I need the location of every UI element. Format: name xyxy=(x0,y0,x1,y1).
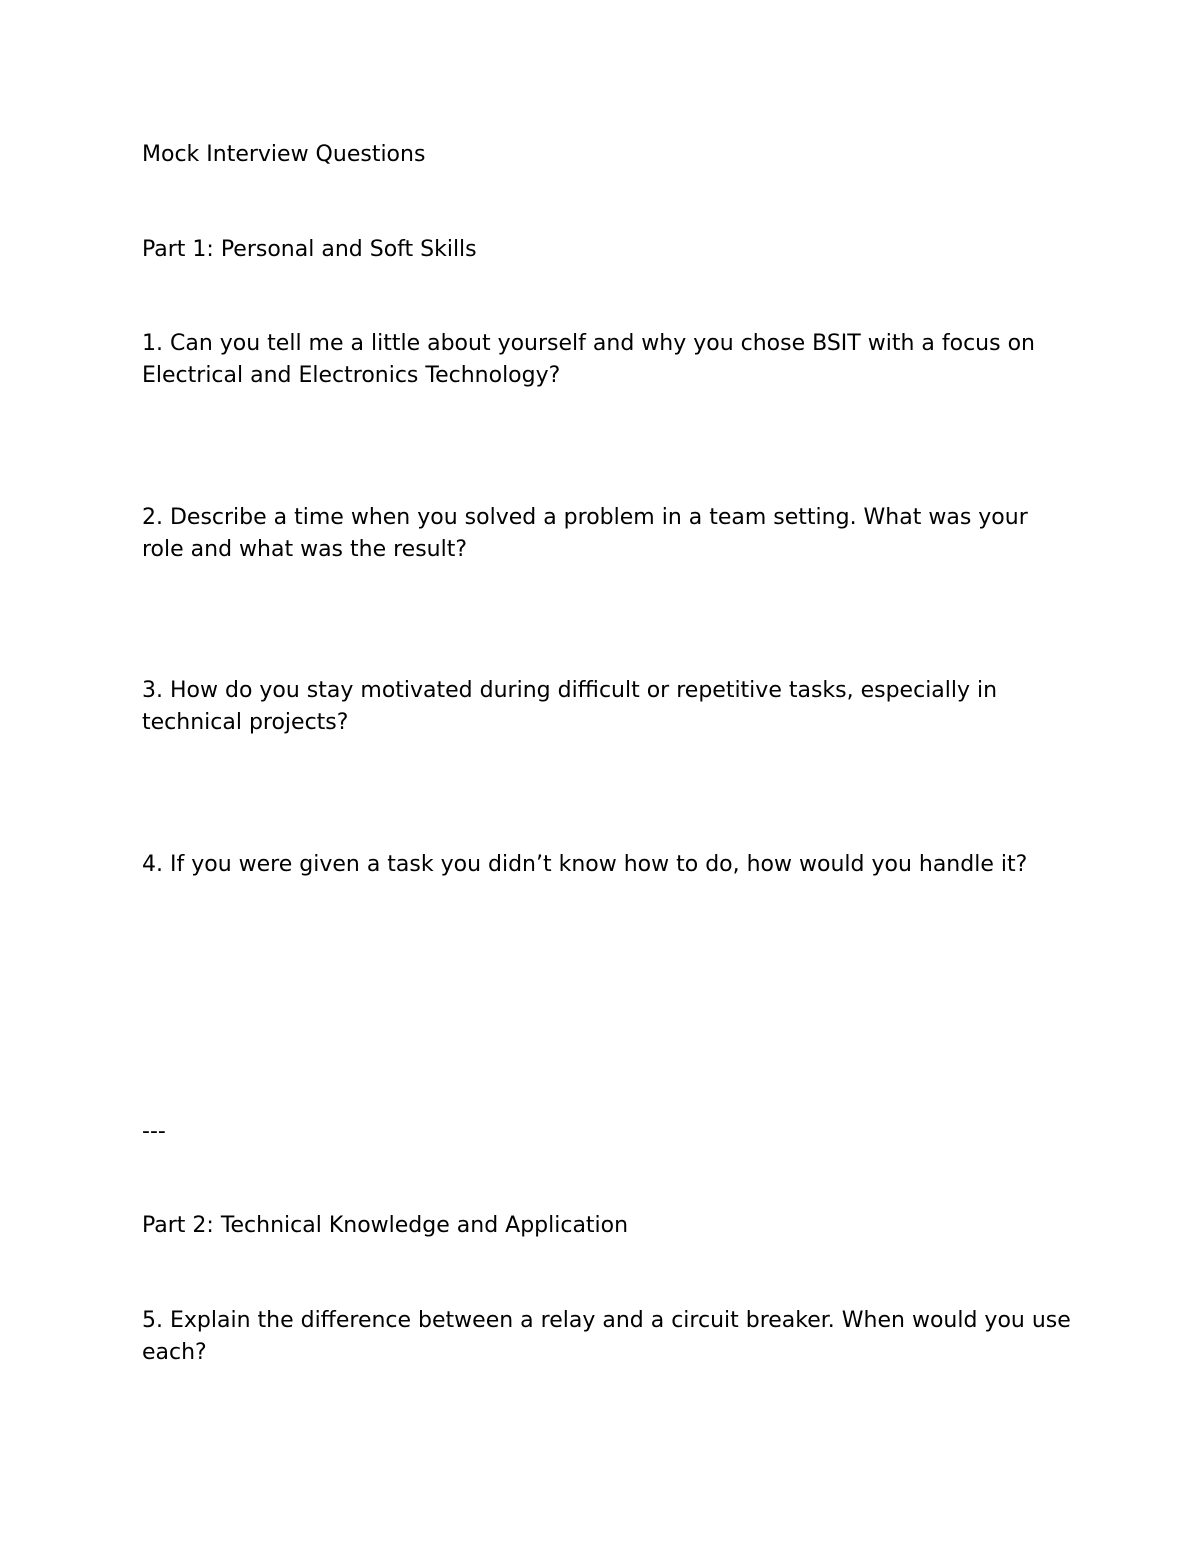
question-2: 2. Describe a time when you solved a problem in a team setting. What was your role and what was the result? xyxy=(142,505,1028,562)
section-heading-part-2: Part 2: Technical Knowledge and Application xyxy=(142,1213,629,1238)
question-5: 5. Explain the difference between a relay and a circuit breaker. When would you use each? xyxy=(142,1308,1071,1365)
section-heading-part-1: Part 1: Personal and Soft Skills xyxy=(142,237,477,262)
question-1: 1. Can you tell me a little about yourself and why you chose BSIT with a focus on Electrical and Electronics Technology? xyxy=(142,331,1035,388)
document-title: Mock Interview Questions xyxy=(142,142,426,167)
section-separator: --- xyxy=(142,1119,166,1144)
question-3: 3. How do you stay motivated during difficult or repetitive tasks, especially in technical projects? xyxy=(142,678,998,735)
question-4: 4. If you were given a task you didn’t know how to do, how would you handle it? xyxy=(142,852,1028,877)
